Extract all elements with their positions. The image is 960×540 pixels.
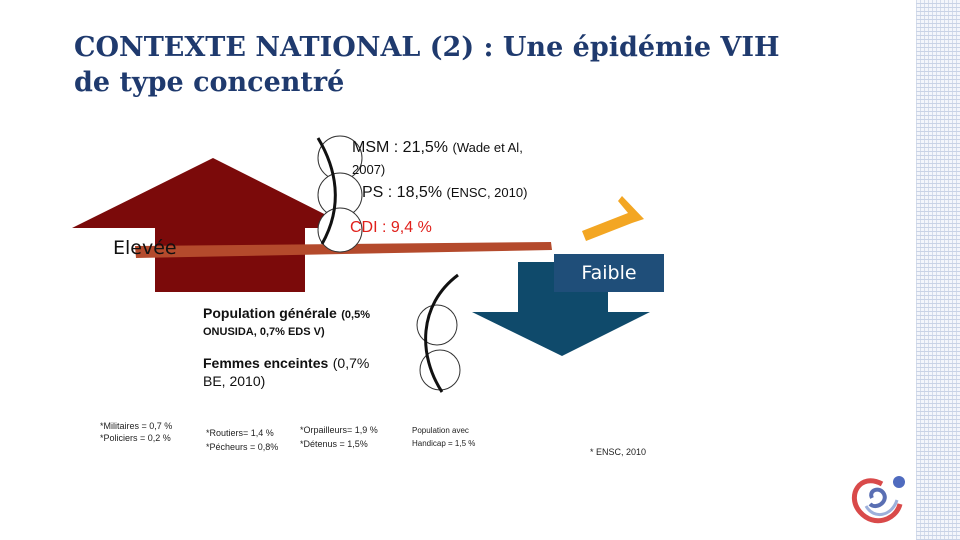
footnote-miners: *Orpailleurs= 1,9 % (300, 425, 378, 435)
general-population-label (203, 305, 370, 323)
msm-source: (Wade et Al, (452, 140, 523, 155)
footnote-truckers: *Routiers= 1,4 % (206, 428, 274, 438)
pregnant-women-source-continued: BE, 2010) (203, 373, 266, 389)
msm-label (352, 139, 523, 157)
orange-arrow-icon (582, 196, 644, 241)
title-line-1: CONTEXTE NATIONAL (2) : Une épidémie VIH (74, 32, 780, 63)
ps-value: PS : 18,5% (362, 184, 443, 201)
footnote-source: * ENSC, 2010 (590, 447, 647, 457)
msm-source-continued: 2007) (352, 162, 386, 177)
pregnant-women-title: Femmes enceintes (203, 355, 329, 371)
title-line-2: de type concentré (74, 67, 345, 98)
footnote-disability-line2: Handicap = 1,5 % (412, 439, 476, 448)
pregnant-women-label (203, 355, 369, 373)
level-low-label: Faible (554, 254, 664, 292)
cdi-label: CDI : 9,4 % (350, 219, 432, 236)
ps-label (362, 184, 527, 202)
footnote-fishers: *Pécheurs = 0,8% (206, 442, 279, 452)
footnote-military: *Militaires = 0,7 % (100, 421, 173, 431)
connector-circle-population (417, 305, 457, 345)
general-population-source-continued: ONUSIDA, 0,7% EDS V) (203, 326, 325, 338)
high-level-up-arrow (72, 158, 352, 292)
footnote-disability-line1: Population avec (412, 426, 469, 435)
ps-source: (ENSC, 2010) (446, 185, 528, 200)
organization-logo (854, 476, 905, 521)
footnote-prisoners: *Détenus = 1,5% (300, 439, 368, 449)
level-high-label: Elevée (113, 237, 177, 259)
general-population-source: (0,5% (341, 309, 371, 321)
footnote-police: *Policiers = 0,2 % (100, 433, 171, 443)
general-population-title: Population générale (203, 305, 337, 321)
msm-value: MSM : 21,5% (352, 139, 449, 156)
pregnant-women-source: (0,7% (332, 355, 370, 371)
